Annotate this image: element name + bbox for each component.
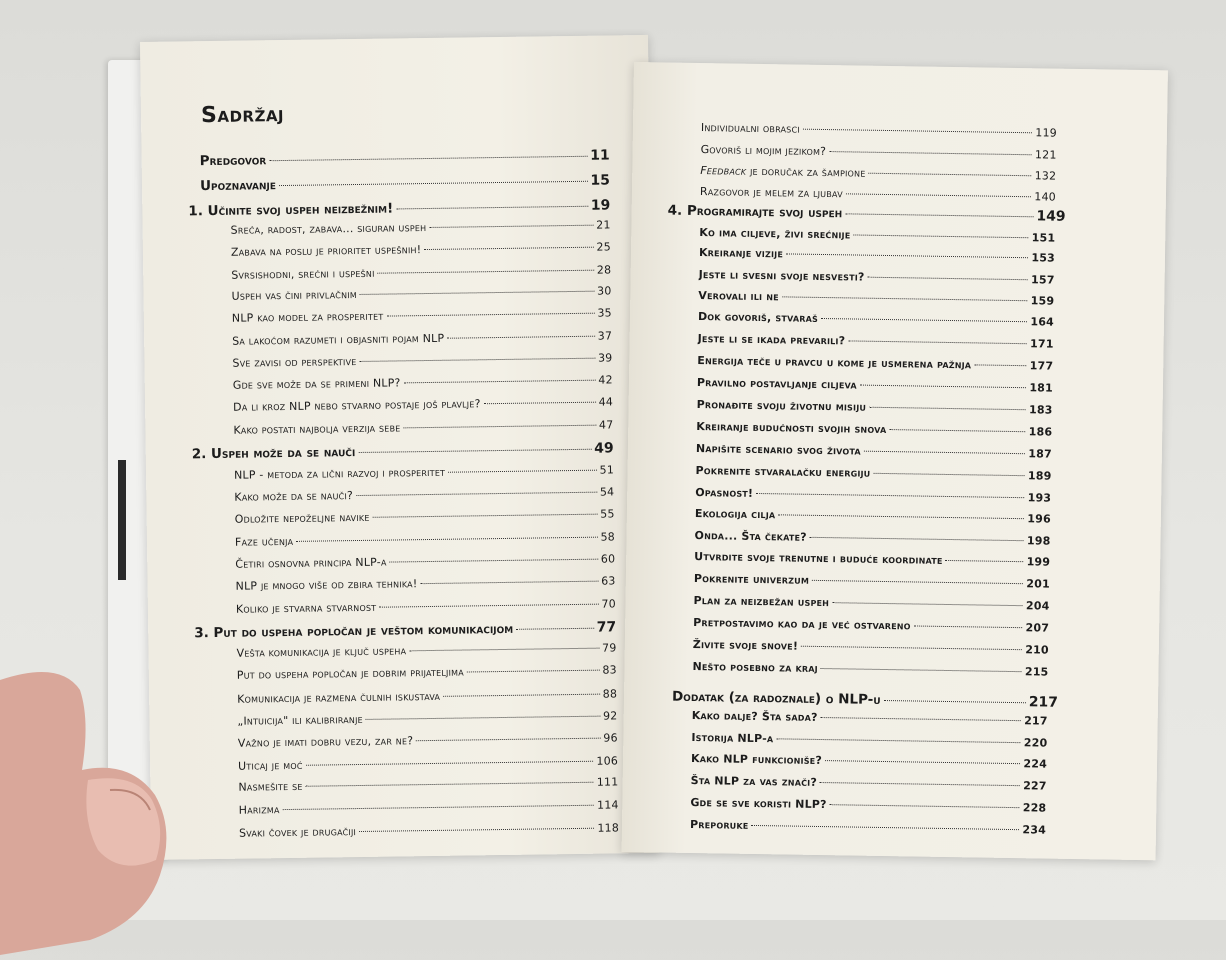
toc-entry-title: Razgovor je melem za ljubav: [699, 185, 843, 201]
dot-leader: [467, 670, 600, 673]
dot-leader: [283, 805, 594, 810]
toc-entry-title: Šta NLP za vas znači?: [690, 773, 818, 789]
toc-page-number: 21: [596, 218, 611, 232]
toc-section-entry: [233, 373, 613, 391]
dot-leader: [832, 602, 1023, 606]
toc-page-number: 70: [601, 597, 616, 611]
toc-section-entry: [233, 395, 613, 413]
dot-leader: [868, 277, 1029, 281]
dot-leader: [820, 782, 1020, 786]
dot-leader: [846, 193, 1032, 197]
dot-leader: [484, 402, 596, 405]
toc-page-number: 25: [596, 240, 611, 254]
toc-page-number: 199: [1026, 555, 1051, 569]
toc-section-entry: [695, 464, 1051, 483]
dot-leader: [279, 181, 588, 186]
dot-leader: [403, 425, 596, 429]
toc-section-entry: [694, 529, 1050, 548]
dot-leader: [782, 296, 1028, 301]
toc-page-number: 63: [601, 574, 616, 588]
toc-page-number: 55: [600, 507, 615, 521]
toc-section-entry: [237, 709, 617, 727]
toc-entry-title: Četiri osnovna principa NLP-a: [235, 555, 387, 571]
toc-entry-title: Feedback je doručak za šampione: [700, 164, 866, 180]
toc-page-number: 171: [1029, 337, 1054, 351]
toc-section-entry: [699, 268, 1055, 287]
toc-page-number: 224: [1023, 757, 1048, 771]
toc-section-entry: [692, 660, 1048, 679]
toc-entry-title: Kreiranje vizije: [698, 246, 784, 261]
dot-leader: [443, 694, 600, 697]
toc-page-number: 187: [1028, 447, 1052, 461]
dot-leader: [306, 761, 594, 766]
toc-entry-title: Koliko je stvarna stvarnost: [235, 600, 377, 616]
toc-section-entry: [238, 754, 618, 772]
dot-leader: [848, 340, 1027, 344]
toc-section-entry: [237, 687, 617, 705]
toc-entry-title: Dok govoriš, stvaraš: [697, 310, 819, 325]
toc-entry-title: Utvrdite svoje trenutne i buduće koordinate: [694, 550, 943, 567]
toc-page-number: 118: [597, 821, 620, 835]
dot-leader: [914, 625, 1023, 628]
dot-leader: [448, 470, 596, 473]
toc-page-number: 119: [1035, 126, 1058, 140]
toc-entry-title: Napišite scenario svog života: [695, 442, 861, 458]
toc-page-number: 60: [600, 552, 616, 566]
toc-section-entry: [697, 376, 1053, 395]
toc-section-entry: [693, 594, 1049, 613]
dot-leader: [821, 668, 1022, 672]
dot-leader: [378, 270, 594, 274]
toc-section-entry: [701, 121, 1057, 140]
dot-leader: [447, 336, 594, 339]
toc-entry-title: Kako postati najbolja verzija sebe: [233, 421, 401, 437]
toc-entry-title: Opasnost!: [695, 486, 754, 500]
toc-page-number: 153: [1031, 251, 1056, 265]
toc-section-entry: [698, 310, 1054, 329]
toc-section-entry: [697, 354, 1053, 373]
toc-chapter-entry: [188, 197, 610, 219]
toc-section-entry: [699, 226, 1055, 245]
toc-section-entry: [239, 821, 619, 839]
dot-leader: [356, 492, 597, 496]
dot-leader: [269, 156, 587, 161]
toc-entry-title: Pronađite svoju životnu misiju: [696, 398, 867, 414]
toc-page-number: 88: [602, 687, 618, 701]
toc-page-number: 83: [602, 663, 617, 677]
toc-page-number: 54: [599, 485, 615, 499]
toc-entry-title: Energija teče u pravcu u kome je usmerena pažnja: [697, 354, 972, 372]
toc-entry-title: Jeste li svesni svoje nesvesti?: [698, 268, 865, 284]
toc-section-entry: [699, 246, 1055, 265]
toc-section-entry: [694, 550, 1050, 569]
toc-entry-title: Vešta komunikacija je ključ uspeha: [236, 644, 407, 660]
toc-page-number: 217: [1024, 714, 1048, 728]
toc-page-number: 42: [598, 373, 613, 387]
dot-leader: [379, 604, 598, 608]
toc-section-entry: [693, 638, 1049, 657]
toc-page-number: 114: [597, 798, 619, 812]
toc-page-number: 227: [1023, 779, 1047, 793]
toc-section-entry: [235, 552, 615, 570]
toc-entry-title: Sa lakoćom razumeti i objasniti pojam NLP: [232, 331, 445, 348]
toc-entry-title: Sreća, radost, zabava... siguran uspeh: [230, 221, 427, 237]
toc-section-entry: [692, 709, 1048, 728]
dot-leader: [829, 151, 1032, 155]
toc-section-entry: [234, 463, 614, 481]
toc-entry-title: Individualni obrasci: [700, 121, 800, 136]
dot-leader: [373, 514, 598, 518]
book-spine-strip: [118, 460, 126, 580]
toc-page-number: 106: [596, 754, 619, 768]
toc-section-entry: [691, 731, 1047, 750]
dot-leader: [803, 129, 1032, 134]
toc-page-number: 30: [597, 284, 612, 298]
toc-page-number: 92: [602, 709, 618, 723]
dot-leader: [359, 828, 594, 832]
toc-entry-title: Kako može da se nauči?: [234, 489, 354, 504]
toc-entry-title: Dodatak (za radoznale) o NLP-u: [671, 688, 881, 708]
dot-leader: [296, 537, 597, 542]
toc-entry-title: Plan za neizbežan uspeh: [693, 594, 830, 610]
toc-section-entry: [695, 507, 1051, 526]
toc-section-entry: [690, 796, 1046, 815]
toc-page-number: 183: [1028, 403, 1053, 417]
dot-leader: [821, 717, 1022, 721]
dot-leader: [946, 560, 1024, 562]
right-toc-list: [634, 62, 1168, 837]
toc-page-number: 189: [1027, 469, 1052, 483]
toc-entry-title: Svaki čovek je drugačiji: [238, 825, 357, 840]
toc-page-number: 11: [590, 147, 610, 164]
dot-leader: [751, 825, 1019, 830]
dot-leader: [884, 700, 1026, 703]
toc-page-number: 151: [1031, 231, 1056, 245]
toc-section-entry: [700, 185, 1056, 204]
toc-entry-title: NLP je mnogo više od zbira tehnika!: [235, 577, 418, 593]
toc-entry-title: Živite svoje snove!: [692, 637, 799, 653]
toc-section-entry: [696, 420, 1052, 439]
toc-page-number: 79: [602, 641, 617, 655]
toc-entry-title: Harizma: [238, 803, 280, 817]
dot-leader: [420, 581, 598, 584]
toc-page-number: 181: [1029, 381, 1054, 395]
dot-leader: [386, 313, 594, 317]
toc-page-number: 77: [596, 619, 617, 636]
toc-page-number: 201: [1026, 577, 1050, 591]
dot-leader: [801, 646, 1022, 650]
dot-leader: [429, 225, 593, 228]
toc-entry-title: Pokrenite stvaralačku energiju: [695, 464, 871, 480]
dot-leader: [409, 648, 599, 652]
dot-leader: [366, 716, 600, 720]
toc-entry-title: Uspeh vas čini privlačnim: [231, 287, 357, 303]
toc-page-number: 28: [596, 263, 612, 277]
dot-leader: [390, 559, 598, 563]
toc-section-entry: [697, 398, 1053, 417]
toc-entry-title: 2. Uspeh može da se nauči: [191, 444, 356, 463]
toc-entry-title: Sve zavisi od perspektive: [232, 355, 357, 370]
toc-page-number: 132: [1034, 169, 1057, 183]
dot-leader: [396, 206, 588, 210]
toc-page-number: 196: [1027, 512, 1051, 526]
dot-leader: [869, 407, 1026, 410]
toc-page-number: 96: [603, 731, 618, 745]
toc-page-number: 58: [600, 530, 616, 544]
toc-entry-title: Da li kroz NLP nebo stvarno postaje još plavlje?: [233, 397, 481, 414]
toc-section-entry: [238, 731, 618, 749]
dot-leader: [416, 738, 600, 742]
toc-entry-title: Govoriš li mojim jezikom?: [700, 143, 827, 159]
dot-leader: [864, 451, 1025, 455]
toc-section-entry: [234, 485, 614, 503]
right-page: [622, 62, 1168, 860]
dot-leader: [821, 318, 1027, 322]
toc-entry-title: Pravilno postavljanje ciljeva: [696, 376, 857, 392]
toc-section-entry: [693, 616, 1049, 635]
dot-leader: [860, 385, 1027, 389]
toc-section-entry: [695, 486, 1051, 505]
toc-page-number: 193: [1027, 491, 1052, 505]
toc-entry-title: Zabava na poslu je prioritet uspešnih!: [230, 243, 422, 259]
toc-section-entry: [236, 597, 616, 615]
toc-page-number: 121: [1034, 148, 1057, 162]
toc-entry-title: Nešto posebno za kraj: [692, 659, 818, 675]
dot-leader: [778, 514, 1024, 519]
toc-page-number: 228: [1022, 801, 1047, 815]
toc-page-number: 47: [598, 418, 614, 432]
toc-entry-title: 3. Put do uspeha popločan je veštom komunikacijom: [194, 620, 514, 642]
toc-section-entry: [232, 306, 612, 324]
dot-leader: [306, 782, 594, 787]
toc-section-entry: [236, 574, 616, 592]
toc-entry-title: Jeste li se ikada prevarili?: [697, 332, 846, 348]
toc-page-number: 234: [1022, 823, 1047, 837]
toc-page-number: 164: [1030, 315, 1055, 329]
toc-section-entry: [231, 263, 611, 281]
toc-section-entry: [698, 332, 1054, 351]
toc-entry-title: „Intuicija" ili kalibriranje: [237, 712, 363, 728]
toc-entry-title: NLP - metoda za lični razvoj i prosperitet: [233, 465, 446, 482]
toc-entry-title: 1. Učinite svoj uspeh neizbežnim!: [188, 200, 394, 220]
dot-leader: [974, 364, 1026, 366]
dot-leader: [516, 628, 594, 630]
toc-section-entry: [236, 641, 616, 659]
dot-leader: [853, 234, 1028, 238]
toc-page-number: 215: [1024, 665, 1049, 679]
toc-section-entry: [690, 818, 1046, 837]
toc-entry-title: Put do uspeha popločan je dobrim prijateljima: [236, 665, 464, 682]
toc-entry-title: Kreiranje budućnosti svojih snova: [696, 420, 887, 437]
dot-leader: [786, 253, 1028, 258]
toc-page-number: 15: [590, 172, 611, 189]
dot-leader: [825, 760, 1021, 764]
toc-section-entry: [237, 663, 617, 681]
toc-page-number: 51: [599, 463, 615, 477]
dot-leader: [889, 429, 1025, 432]
toc-page-number: 198: [1026, 534, 1051, 548]
toc-page-number: 149: [1036, 208, 1066, 225]
dot-leader: [869, 173, 1032, 177]
toc-page-number: 37: [597, 329, 613, 343]
toc-section-entry: [691, 752, 1047, 771]
toc-page-number: 140: [1034, 190, 1057, 204]
toc-chapter-entry: [672, 689, 1058, 711]
toc-section-entry: [694, 572, 1050, 591]
toc-entry-title: Upoznavanje: [199, 177, 277, 195]
toc-page-number: 39: [597, 351, 613, 365]
toc-entry-title: Istorija NLP-a: [691, 730, 774, 746]
toc-page-number: 159: [1030, 294, 1055, 308]
toc-section-entry: [239, 798, 619, 816]
toc-page-number: 204: [1025, 599, 1050, 613]
toc-entry-title: Predgovor: [199, 152, 267, 170]
toc-entry-title: Ekologija cilja: [694, 507, 776, 522]
toc-section-entry: [696, 442, 1052, 461]
toc-entry-title: Pretpostavimo kao da je već ostvareno: [693, 615, 911, 633]
toc-section-entry: [233, 418, 613, 436]
dot-leader: [845, 213, 1033, 217]
toc-section-entry: [235, 530, 615, 548]
toc-page-number: 157: [1030, 273, 1055, 287]
toc-entry-title: Svrsishodni, srećni i uspešni: [231, 266, 375, 282]
toc-page-number: 207: [1025, 621, 1050, 635]
toc-title: Sadržaj: [200, 101, 285, 129]
toc-entry-title: Onda... Šta čekate?: [694, 529, 807, 544]
toc-page-number: 210: [1025, 643, 1049, 657]
dot-leader: [812, 580, 1023, 584]
toc-entry-title: Nasmešite se: [238, 779, 303, 794]
dot-leader: [830, 804, 1020, 808]
toc-section-entry: [231, 284, 611, 302]
toc-chapter-entry: [192, 440, 614, 462]
toc-page-number: 44: [598, 395, 614, 409]
toc-section-entry: [238, 775, 618, 793]
toc-section-entry: [232, 329, 612, 347]
toc-chapter-entry: [200, 147, 610, 169]
toc-entry-title: Verovali ili ne: [698, 289, 779, 304]
toc-entry-title: NLP kao model za prosperitet: [231, 309, 384, 325]
dot-leader: [359, 358, 595, 362]
toc-section-entry: [701, 143, 1057, 162]
toc-entry-title: Odložite nepoželjne navike: [234, 510, 370, 526]
hand-thumb: [0, 660, 210, 960]
toc-page-number: 177: [1029, 359, 1054, 373]
toc-entry-title: Kako dalje? Šta sada?: [691, 708, 818, 724]
toc-entry-title: Uticaj je moć: [238, 758, 303, 773]
toc-entry-title: Kako NLP funkcioniše?: [690, 751, 823, 768]
dot-leader: [358, 449, 591, 453]
dot-leader: [756, 493, 1024, 498]
dot-leader: [810, 537, 1024, 541]
toc-page-number: 186: [1028, 425, 1053, 439]
toc-entry-title: Važno je imati dobru vezu, zar ne?: [237, 734, 414, 750]
toc-page-number: 111: [596, 775, 619, 789]
toc-section-entry: [698, 289, 1054, 308]
toc-section-entry: [691, 774, 1047, 793]
dot-leader: [424, 247, 593, 250]
toc-section-entry: [232, 351, 612, 369]
toc-entry-title: Pokrenite univerzum: [693, 572, 810, 587]
toc-section-entry: [231, 240, 611, 258]
toc-chapter-entry: [200, 172, 610, 194]
toc-entry-title: Komunikacija je razmena čulnih iskustava: [237, 689, 441, 706]
toc-page-number: 49: [594, 440, 614, 457]
toc-section-entry: [231, 218, 611, 236]
toc-entry-title: Gde se sve koristi NLP?: [690, 795, 827, 812]
toc-page-number: 19: [590, 197, 611, 214]
toc-entry-title: Ko ima ciljeve, živi srećnije: [699, 226, 851, 242]
toc-section-entry: [235, 507, 615, 525]
toc-chapter-entry: [194, 619, 616, 641]
toc-section-entry: [700, 164, 1056, 183]
toc-entry-title: 4. Programirajte svoj uspeh: [667, 202, 843, 222]
dot-leader: [873, 473, 1025, 476]
toc-chapter-entry: [668, 203, 1066, 225]
toc-entry-title: Gde sve može da se primeni NLP?: [232, 376, 401, 392]
dot-leader: [360, 291, 594, 295]
left-page: [140, 35, 659, 860]
toc-page-number: 217: [1028, 694, 1059, 711]
toc-entry-title: Preporuke: [689, 817, 749, 832]
toc-page-number: 220: [1023, 736, 1048, 750]
toc-entry-title: Faze učenja: [234, 534, 294, 549]
toc-page-number: 35: [597, 306, 612, 320]
dot-leader: [404, 380, 596, 384]
dot-leader: [776, 738, 1021, 743]
